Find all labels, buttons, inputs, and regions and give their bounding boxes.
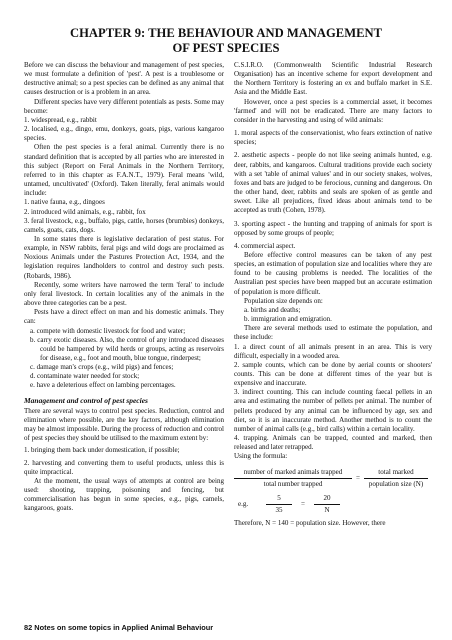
chapter-title [0,26,452,55]
utilisation-list [24,446,224,476]
paragraph: Pests have a direct effect on man and his domestic animals. They can: [24,308,224,326]
paragraph: Recently, some writers have narrowed the term 'feral' to include only feral livestock. In certain localities any of the animals in the above three categories can be a pest. [24,280,224,308]
capture-recapture-formula [234,468,432,489]
paragraph: At the moment, the usual ways of attempts at control are being used: shooting, trapping, poisoning and fencing, but commercialisation has begun in some species, e.g., pigs, camels, kangaroos, goats. [24,476,224,513]
chapter-title-line1: CHAPTER 9: THE BEHAVIOUR AND MANAGEMENT [70,26,382,40]
list-item: 2. localised, e.g., dingo, emu, donkeys, goats, pigs, various kangaroo species. [24,125,224,143]
list-item: 4. commercial aspect. [234,241,296,250]
list-item: a. births and deaths; [244,305,301,314]
list-item: a. compete with domestic livestock for food and water; [30,326,186,335]
list-item: 2. sample counts, which can be done by aerial counts or shooters' counts. This can be done at different times of the year but is expensive and inaccurate. [234,360,432,388]
paragraph: There are several methods used to estimate the population, and these include: [234,324,432,342]
paragraph: However, once a pest species is a commercial asset, it becomes 'farmed' and will not be eradicated. There are many factors to consider in the harvesting and using of wild animals: [234,97,432,124]
page-footer: 82 Notes on some topics in Applied Animal Behaviour [24,623,214,632]
list-item: 1. widespread, e.g., rabbit [24,115,97,124]
equals-sign: = [356,473,360,482]
formula-right-fraction [364,468,428,489]
example-right-fraction [314,494,340,515]
list-item: 1. a direct count of all animals present in an area. This is very difficult, especially in a wooded area. [234,342,432,360]
paragraph: Before effective control measures can be taken of any pest species, an estimation of population size and localities where they are found to be causing problems is needed. The localities of the Australian pest species have been mapped but an accurate estimation of population is more difficult. [234,250,432,296]
paragraph: C.S.I.R.O. (Commonwealth Scientific Industrial Research Organisation) has an incentive scheme for export development and the Northern Territory is fostering an ex and buffalo market in S.E. Asia and the Middle East. [234,61,432,97]
denominator: total number trapped [263,479,323,488]
denominator: population size (N) [368,479,424,488]
numerator: total marked [364,468,428,479]
list-item: c. damage man's crops (e.g., wild pigs) and fences; [30,363,174,372]
list-item: 1. moral aspects of the conservationist, who fears extinction of native species; [234,129,432,147]
chapter-title-line2: OF PEST SPECIES [172,40,280,55]
denominator: N [324,506,330,515]
list-item: 2. introduced wild animals, e.g., rabbit, fox [24,207,146,216]
potential-list [24,116,224,143]
list-item: 2. harvesting and converting them to useful products, unless this is quite impractical. [24,458,224,476]
left-column [24,61,224,514]
section-heading: Management and control of pest species [24,395,148,405]
numerator: 20 [314,494,340,505]
effects-list [24,327,224,391]
denominator: 35 [275,506,283,515]
paragraph: Population size depends on: [244,296,323,305]
list-item: 2. aesthetic aspects - people do not like seeing animals hunted, e.g. deer, rabbits, and kangaroos. Cultural traditions provide each society with a set 'table of animal values' and in our society snakes, wolves, foxes and bats are judged to be ferocious, cunning and dangerous. On the other hand, deer, rabbits and seals are spoken of as gentle and sweet. Like all prejudices, fixed ideas about animals tend to be accepted as truth (Cohen, 1978). [234,151,432,215]
paragraph: Before we can discuss the behaviour and management of pest species, we must formulate a definition of 'pest'. A pest is a troublesome or destructive animal; so a pest species can be defined as any animal that causes destruction or is a problem in an area. [24,61,224,97]
paragraph: Often the pest species is a feral animal. Currently there is no standard definition that is accepted by all parties who are interested in this subject (Report on Feral Animals in the Northern Territory, referred to in this chapter as F.A.N.T., 1979). Feral means 'wild, untamed, uncultivated' (Oxford). Taken literally, feral animals would include: [24,143,224,198]
list-item: d. contaminate water needed for stock; [30,372,140,381]
equals-sign: = [301,499,305,508]
list-item: 3. sporting aspect - the hunting and trapping of animals for sport is opposed by some groups of people; [234,219,432,237]
list-item: 1. bringing them back under domestication, if possible; [24,446,180,455]
paragraph: Therefore, N = 140 = population size. However, there [234,519,386,528]
list-item: 3. feral livestock, e.g., buffalo, pigs, cattle, horses (brumbies) donkeys, camels, goats, cats, dogs. [24,216,224,234]
list-item: e. have a deleterious effect on lambing percentages. [30,381,176,390]
paragraph: In some states there is legislative declaration of pest status. For example, in NSW rabbits, feral pigs and wild dogs are proclaimed as Noxious Animals under the Pastures Protection Act, 1934, and the legislation requires landholders to control and destroy such pests. (Robards, 1986). [24,234,224,280]
feral-list [24,198,224,235]
numerator: number of marked animals trapped [234,468,352,479]
paragraph: There are several ways to control pest species. Reduction, control and elimination where possible, are the key factors, although elimination may be almost impossible. During the process of reduction and control of pest species they should be utilised to the maximum extent by: [24,406,224,443]
list-item: 3. indirect counting. This can include counting faecal pellets in an area and estimating the number of pellets per animal. The number of pellets produced by any animal can be influenced by age, sex and diet, so it is an inaccurate method. Another method is to count the number of animal calls (e.g., bird calls) within a certain locality. [234,388,432,433]
list-item: 1. native fauna, e.g., dingoes [24,198,105,207]
paragraph: Using the formula: [234,452,288,461]
paragraph: Different species have very different potentials as pests. Some may become: [24,97,224,115]
population-factors-list [234,306,432,324]
formula-example [238,494,432,515]
example-label: e.g. [238,499,249,508]
methods-list [234,343,432,453]
formula-left-fraction [234,468,352,489]
right-column [234,61,432,528]
example-left-fraction [266,494,292,515]
numerator: 5 [266,494,292,505]
list-item: b. immigration and emigration. [244,315,332,324]
list-item: b. carry exotic diseases. Also, the control of any introduced diseases could be hampered by wild herds or groups, acting as reservoirs for disease, e.g., foot and mouth, blue tongue, rinderpest; [30,335,224,362]
list-item: 4. trapping. Animals can be trapped, counted and marked, then released and later retrapped. [234,434,432,452]
